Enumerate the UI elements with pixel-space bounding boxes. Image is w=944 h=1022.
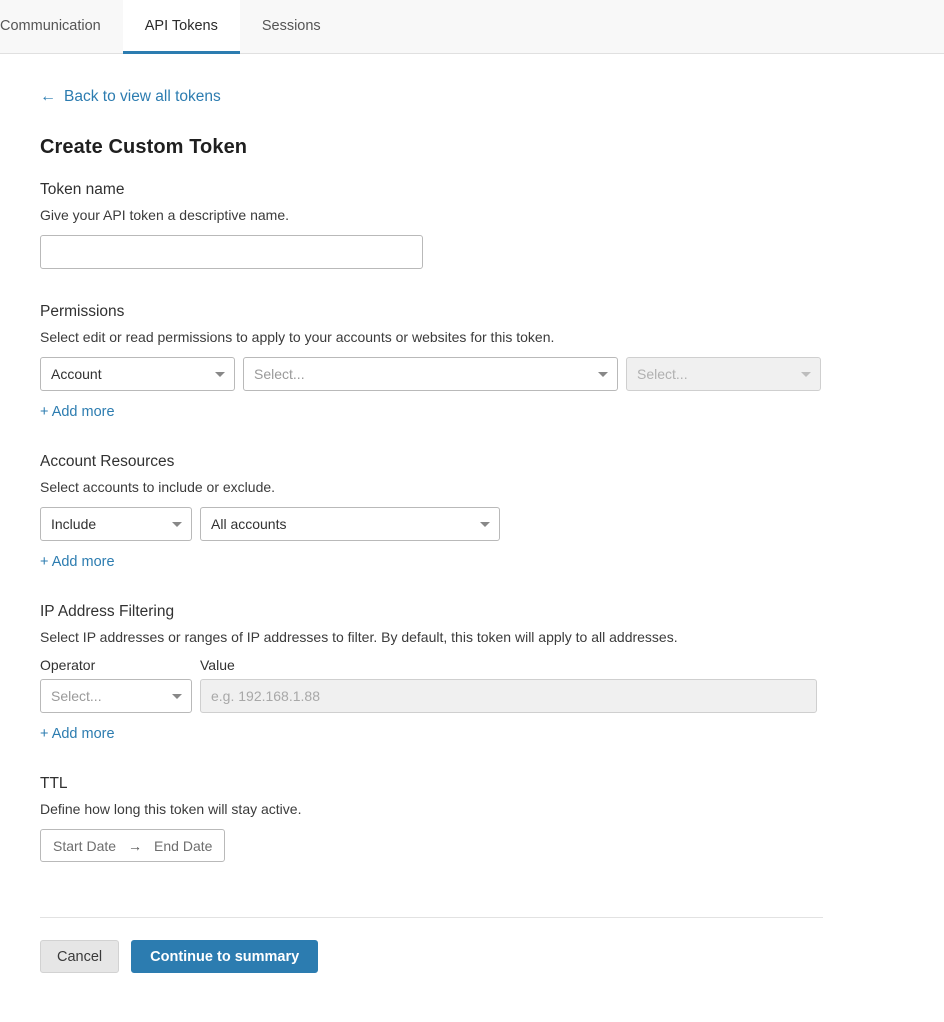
account-resources-mode-select[interactable] [40, 507, 192, 541]
page-title: Create Custom Token [40, 136, 248, 158]
cancel-button[interactable]: Cancel [40, 940, 119, 973]
token-name-description: Give your API token a descriptive name. [40, 207, 290, 223]
ttl-description: Define how long this token will stay active. [40, 801, 302, 817]
account-resources-add-more-button[interactable] [40, 554, 115, 570]
ttl-start-date[interactable]: Start Date [53, 837, 117, 854]
tab-communication[interactable] [0, 0, 123, 54]
account-resources-mode-value: Include [51, 516, 97, 532]
ip-filtering-title: IP Address Filtering [40, 603, 175, 620]
account-resources-description: Select accounts to include or exclude. [40, 479, 276, 495]
permission-scope-value: Account [51, 366, 102, 382]
continue-to-summary-button[interactable]: Continue to summary [131, 940, 318, 973]
permission-resource-value: Select... [254, 366, 305, 382]
back-to-tokens-label: Back to view all tokens [64, 88, 221, 105]
chevron-down-icon [801, 372, 811, 377]
arrow-right-icon: → [128, 837, 143, 854]
section-token-name [40, 181, 904, 269]
ttl-title: TTL [40, 775, 68, 792]
ip-filtering-labels-row [40, 657, 904, 679]
chevron-down-icon [215, 372, 225, 377]
back-to-tokens-link[interactable] [40, 88, 221, 106]
arrow-left-icon: ← [40, 88, 56, 105]
form-actions [40, 940, 904, 1003]
chevron-down-icon [172, 522, 182, 527]
ip-filtering-add-more-label: + Add more [40, 726, 115, 742]
chevron-down-icon [598, 372, 608, 377]
ip-filtering-row [40, 679, 904, 713]
permission-resource-select[interactable] [243, 357, 618, 391]
account-resources-accounts-select[interactable] [200, 507, 500, 541]
section-ttl [40, 775, 904, 862]
token-name-input[interactable] [40, 235, 423, 269]
account-resources-title: Account Resources [40, 453, 175, 470]
ttl-date-range-picker[interactable] [40, 829, 225, 862]
permissions-description: Select edit or read permissions to apply to your accounts or websites for this token. [40, 329, 555, 345]
tab-sessions[interactable] [240, 0, 343, 54]
account-resources-add-more-label: + Add more [40, 554, 115, 570]
ip-filtering-description: Select IP addresses or ranges of IP addresses to filter. By default, this token will apply to all addresses. [40, 629, 678, 645]
permissions-add-more-label: + Add more [40, 404, 115, 420]
ip-filtering-add-more-button[interactable] [40, 726, 115, 742]
ip-operator-select[interactable] [40, 679, 192, 713]
chevron-down-icon [480, 522, 490, 527]
ip-value-input[interactable] [200, 679, 817, 713]
permissions-row [40, 357, 904, 391]
tab-communication-label: Communication [0, 17, 101, 34]
ip-operator-value: Select... [51, 688, 102, 704]
tab-api-tokens-label: API Tokens [144, 17, 218, 34]
chevron-down-icon [172, 694, 182, 699]
tab-api-tokens[interactable] [123, 0, 240, 54]
main-content [0, 54, 944, 1003]
ip-value-label: Value [200, 657, 235, 673]
ip-operator-label: Operator [40, 657, 96, 673]
permission-access-select [626, 357, 821, 391]
tab-sessions-label: Sessions [261, 17, 321, 34]
permissions-add-more-button[interactable] [40, 404, 115, 420]
ttl-end-date[interactable]: End Date [154, 837, 213, 854]
permission-access-value: Select... [637, 366, 688, 382]
permissions-title: Permissions [40, 303, 125, 320]
token-name-title: Token name [40, 181, 125, 198]
account-resources-row [40, 507, 904, 541]
permission-scope-select[interactable] [40, 357, 235, 391]
section-ip-filtering [40, 603, 904, 743]
footer-divider [40, 917, 823, 918]
section-account-resources [40, 453, 904, 571]
account-resources-accounts-value: All accounts [211, 516, 287, 532]
tab-bar [0, 0, 944, 54]
section-permissions [40, 303, 904, 421]
